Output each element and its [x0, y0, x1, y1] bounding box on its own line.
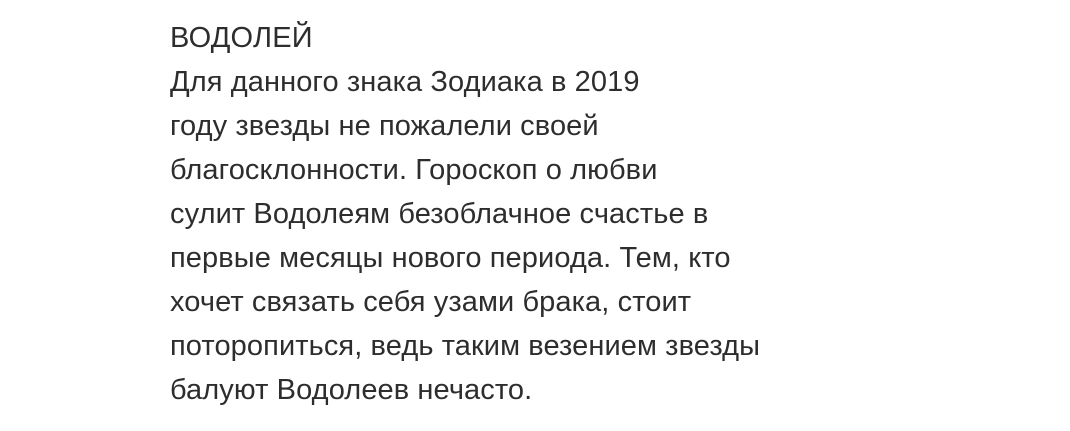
- page-title: ВОДОЛЕЙ: [170, 22, 313, 54]
- paragraph-line: году звезды не пожалели своей: [170, 110, 599, 142]
- paragraph-line: первые месяцы нового периода. Тем, кто: [170, 242, 731, 274]
- paragraph-line: благосклонности. Гороскоп о любви: [170, 154, 658, 186]
- horoscope-paragraph: [170, 60, 910, 412]
- paragraph-line: поторопиться, ведь таким везением звезды: [170, 330, 761, 362]
- paragraph-line: балуют Водолеев нечасто.: [170, 374, 533, 406]
- paragraph-line: сулит Водолеям безоблачное счастье в: [170, 198, 709, 230]
- paragraph-line: Для данного знака Зодиака в 2019: [170, 66, 640, 98]
- horoscope-text-block: [170, 16, 910, 412]
- paragraph-line: хочет связать себя узами брака, стоит: [170, 286, 692, 318]
